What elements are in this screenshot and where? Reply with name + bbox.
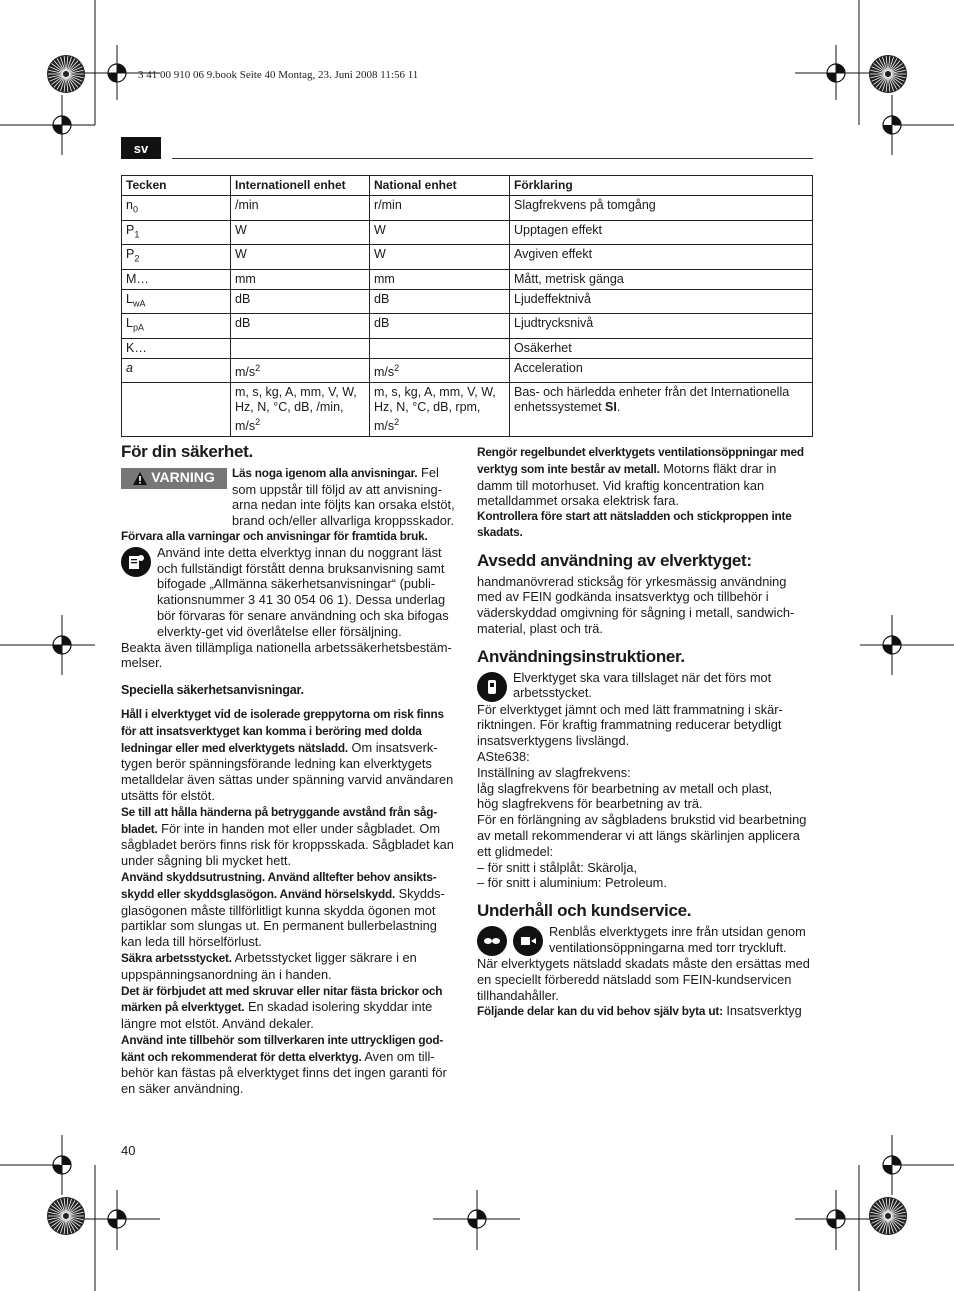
cell-symbol — [122, 314, 231, 339]
table-body — [122, 196, 813, 437]
safety-text-5: En skadad isolering skyddar inte längre mot elstöt. Använd dekaler. — [121, 999, 433, 1032]
cell-description — [510, 245, 813, 270]
cell-description — [510, 220, 813, 245]
compressed-air-icon — [513, 926, 543, 956]
cell-international — [231, 338, 370, 358]
cell-national — [370, 358, 510, 382]
safety-paragraph-3 — [121, 869, 457, 950]
description-text: Ljudeffektnivå — [514, 291, 591, 306]
safety-paragraph-5 — [121, 983, 457, 1032]
section-heading-safety: För din säkerhet. — [121, 442, 253, 461]
description-text: Ljudtrycksnivå — [514, 316, 594, 330]
safety-bold-4: Säkra arbetsstycket. — [121, 950, 232, 965]
warning-text — [232, 465, 457, 529]
safety-text-4: Arbetsstycket ligger säkrare i en uppspänningsanordning än i handen. — [121, 949, 417, 982]
service-parts-bold: Följande delar kan du vid behov själv byta ut: — [477, 1004, 723, 1019]
instruction-3: Inställning av slagfrekvens: — [477, 764, 631, 780]
symbol-subscript: 2 — [134, 253, 140, 264]
cell-description — [510, 289, 813, 314]
national-unit: W — [374, 222, 386, 237]
intended-use-text: handmanövrerad sticksåg för yrkesmässig användning med av FEIN godkända insatsverktyg och tillbehör i väderskyddad omgivning för sågning i metall, sandwich-material, plast och trä. — [477, 573, 795, 636]
cell-description — [510, 338, 813, 358]
table-row — [122, 338, 813, 358]
table-row — [122, 382, 813, 436]
warning-bold: Läs noga igenom alla anvisningar. — [232, 465, 418, 480]
national-unit: m/s — [374, 364, 395, 379]
cord-check: Kontrollera före start att nätsladden och stickproppen inte skadats. — [477, 509, 792, 539]
service-icon-text: Renblås elverktygets inre från utsidan genom ventilationsöppningarna med torr tryckluft. — [549, 923, 806, 955]
safety-bold-5: Det är förbjudet att med skruvar eller nitar fästa brickor och märken på elverktyget. — [121, 983, 443, 1015]
national-unit: W — [374, 247, 386, 261]
national-unit: r/min — [374, 198, 402, 212]
description-text: Slagfrekvens på tomgång — [514, 198, 656, 212]
warning-badge — [121, 468, 227, 489]
unit-superscript: 2 — [394, 362, 400, 373]
national-units-list: m, s, kg, A, mm, V, W, Hz, N, °C, dB, rpm, m/s — [374, 384, 496, 433]
cell-international — [231, 196, 370, 221]
cell-symbol — [122, 382, 231, 436]
unit-superscript: 2 — [394, 416, 400, 427]
symbol-subscript: 0 — [132, 204, 138, 215]
switch-on-icon — [477, 672, 507, 702]
cell-description — [510, 314, 813, 339]
safety-bold-6: Använd inte tillbehör som tillverkaren inte uttryckligen god-känt och rekommenderat för detta elverktyg. — [121, 1032, 444, 1064]
language-badge: sv — [121, 137, 161, 159]
unit-superscript: 2 — [255, 416, 261, 427]
safety-text-6: Aven om till-behör kan fästas på elverktyget finns det ingen garanti för en säker användning. — [121, 1048, 447, 1097]
warning-block — [121, 465, 457, 529]
national-unit: dB — [374, 316, 390, 330]
list-item: – för snitt i aluminium: Petroleum. — [477, 875, 667, 891]
cell-international — [231, 314, 370, 339]
cell-national — [370, 269, 510, 289]
service-parts-text: Insatsverktyg — [722, 1003, 802, 1019]
cell-description — [510, 269, 813, 289]
header-rule — [172, 158, 813, 159]
cell-international — [231, 220, 370, 245]
cell-symbol — [122, 358, 231, 382]
cell-symbol — [122, 245, 231, 270]
warning-body: Fel som uppstår till följd av att anvisning-arna nedan inte följts kan orsaka elstöt, brand och/eller allvarliga kroppsskador. — [232, 464, 455, 529]
national-regulations: Beakta även tillämpliga nationella arbetssäkerhetsbestäm-melser. — [121, 639, 452, 671]
symbol-text: a — [126, 360, 133, 375]
cell-national — [370, 245, 510, 270]
table-header-cell: National enhet — [370, 176, 510, 196]
instruction-5: hög slagfrekvens för bearbetning av trä. — [477, 796, 703, 812]
table-row — [122, 358, 813, 382]
symbol-subscript: 1 — [134, 229, 140, 239]
symbol-text: K… — [126, 340, 147, 355]
safety-text-3: Skydds-glasögonen måste tillförlitligt kunna skydda ögonen mot partiklar som slungas ut. En permanent bullerbelastning kan leda till hörselförlust. — [121, 885, 445, 950]
symbol-text: n — [126, 198, 133, 212]
warning-label: VARNING — [151, 469, 215, 486]
instruction-1: För elverktyget jämnt och med lätt frammatning i skär-riktningen. För kraftig frammatning reducerar betydligt insatsverktygens livslängd. — [477, 701, 783, 749]
description-end: . — [616, 399, 621, 414]
instruction-6: För en förlängning av sågbladens brukstid vid bearbetning av metall rekommenderar vi att längs skärlinjen applicera ett glidmedel: — [477, 812, 807, 859]
service-parts — [477, 1003, 813, 1020]
service-icon-block — [477, 924, 813, 956]
safety-text-1: Om insatsverk-tygen berör spänningsförande ledning kan elverktygets metalldelar även sättas under spänning varvid användaren utsätts för elstöt. — [121, 739, 454, 803]
list-item: – för snitt i stålplåt: Skärolja, — [477, 859, 638, 875]
read-manual-icon — [121, 547, 151, 577]
table-row — [122, 196, 813, 221]
table-row — [122, 245, 813, 270]
symbol-text: M… — [126, 271, 149, 286]
cell-national — [370, 314, 510, 339]
description-text: Bas- och härledda enheter från det Internationella enhetssystemet — [514, 384, 790, 414]
instruction-icon-text: Elverktyget ska vara tillslaget när det förs mot arbetsstycket. — [513, 669, 772, 701]
cell-national — [370, 382, 510, 436]
cell-national — [370, 338, 510, 358]
symbol-text: L — [126, 316, 133, 330]
file-header: 3 41 00 910 06 9.book Seite 40 Montag, 23. Juni 2008 11:56 11 — [138, 69, 419, 81]
keep-instructions: Förvara alla varningar och anvisningar för framtida bruk. — [121, 528, 428, 543]
international-unit: m/s — [235, 364, 256, 379]
page-number: 40 — [121, 1143, 136, 1158]
international-unit: W — [235, 247, 247, 261]
si-label: SI — [605, 399, 617, 414]
table-header-row — [122, 176, 813, 196]
table-row — [122, 289, 813, 314]
service-1: När elverktygets nätsladd skadats måste den ersättas med en speciellt förberedd nätsladd som FEIN-kundservicen tillhandahåller. — [477, 955, 810, 1003]
section-heading-use: Avsedd användning av elverktyget: — [477, 550, 752, 570]
safety-paragraph-6 — [121, 1032, 457, 1097]
table-header-cell: Tecken — [122, 176, 231, 196]
cell-description — [510, 358, 813, 382]
section-heading-service: Underhåll och kundservice. — [477, 901, 692, 921]
right-column — [477, 444, 813, 1020]
safety-paragraph-2 — [121, 804, 457, 869]
cell-national — [370, 220, 510, 245]
table-row — [122, 314, 813, 339]
cell-national — [370, 196, 510, 221]
safety-paragraph-1 — [121, 706, 457, 804]
table-header-cell: Förklaring — [510, 176, 813, 196]
cell-national — [370, 289, 510, 314]
description-text: Osäkerhet — [514, 340, 572, 355]
instruction-2: ASte638: — [477, 748, 530, 764]
ventilation-text: Motorns fläkt drar in damm till motorhuset. Vid kraftig koncentration kan metalldammet orsaka elektrisk fara. — [477, 460, 777, 509]
cell-international — [231, 382, 370, 436]
symbol-text: P — [126, 247, 135, 261]
safety-bold-2: Se till att hålla händerna på betryggande avstånd från såg-bladet. — [121, 804, 437, 836]
warning-triangle-icon — [133, 472, 147, 485]
description-text: Upptagen effekt — [514, 222, 603, 237]
cell-symbol — [122, 220, 231, 245]
cell-symbol — [122, 196, 231, 221]
symbol-text: P — [126, 222, 135, 237]
ventilation-paragraph — [477, 444, 813, 509]
national-unit: dB — [374, 291, 390, 306]
table-row — [122, 269, 813, 289]
safety-bold-1: Håll i elverktyget vid de isolerade greppytorna om risk finns för att insatsverktyget kan komma i beröring med dolda ledningar eller med elverktygets nätsladd. — [121, 706, 444, 755]
manual-block — [121, 545, 457, 640]
goggles-icon — [477, 926, 507, 956]
unit-superscript: 2 — [255, 362, 261, 373]
description-text: Avgiven effekt — [514, 247, 593, 261]
description-text: Mått, metrisk gänga — [514, 271, 624, 286]
cell-international — [231, 269, 370, 289]
international-units-list: m, s, kg, A, mm, V, W, Hz, N, °C, dB, /min, m/s — [235, 384, 357, 433]
cell-international — [231, 245, 370, 270]
manual-text: Använd inte detta elverktyg innan du noggrant läst och fullständigt förstått denna bruksanvisning samt bifogade „Allmänna säkerhetsanvisningar“ (publi-kationsnummer 3 41 30 054 06 1). Dessa underlag bör förvaras för senare användning och ska bifogas elverkty-get vid överlåtelse eller försäljning. — [157, 544, 449, 639]
description-text: Acceleration — [514, 360, 583, 375]
international-unit: dB — [235, 291, 251, 306]
safety-text-2: För inte in handen mot eller under sågbladet. Om sågbladet berörs finns risk för kroppsskada. Sågbladet kan under sågning bli mycket hett. — [121, 820, 454, 869]
international-unit: W — [235, 222, 247, 237]
section-heading-instructions: Användningsinstruktioner. — [477, 646, 685, 666]
instruction-4: låg slagfrekvens för bearbetning av metall och plast, — [477, 780, 773, 796]
cell-symbol — [122, 269, 231, 289]
cell-international — [231, 289, 370, 314]
safety-bold-3: Använd skyddsutrustning. Använd alltefter behov ansikts-skydd eller skyddsglasögon. Använd hörselskydd. — [121, 869, 437, 901]
safety-paragraph-4 — [121, 950, 457, 983]
instruction-icon-block — [477, 670, 813, 702]
international-unit: dB — [235, 316, 251, 330]
cell-symbol — [122, 338, 231, 358]
units-table — [121, 175, 813, 437]
symbol-text: L — [126, 291, 133, 306]
cell-description — [510, 382, 813, 436]
special-heading: Speciella säkerhetsanvisningar. — [121, 683, 304, 698]
cell-international — [231, 358, 370, 382]
cell-symbol — [122, 289, 231, 314]
international-unit: mm — [235, 271, 256, 286]
table-header-cell: Internationell enhet — [231, 176, 370, 196]
symbol-subscript: wA — [132, 298, 146, 308]
left-column — [121, 444, 457, 1097]
ventilation-bold: Rengör regelbundet elverktygets ventilationsöppningar med verktyg som inte består av metall. — [477, 445, 804, 476]
table-row — [122, 220, 813, 245]
international-unit: /min — [235, 198, 259, 212]
cell-description — [510, 196, 813, 221]
symbol-subscript: pA — [132, 322, 144, 333]
national-unit: mm — [374, 271, 395, 286]
